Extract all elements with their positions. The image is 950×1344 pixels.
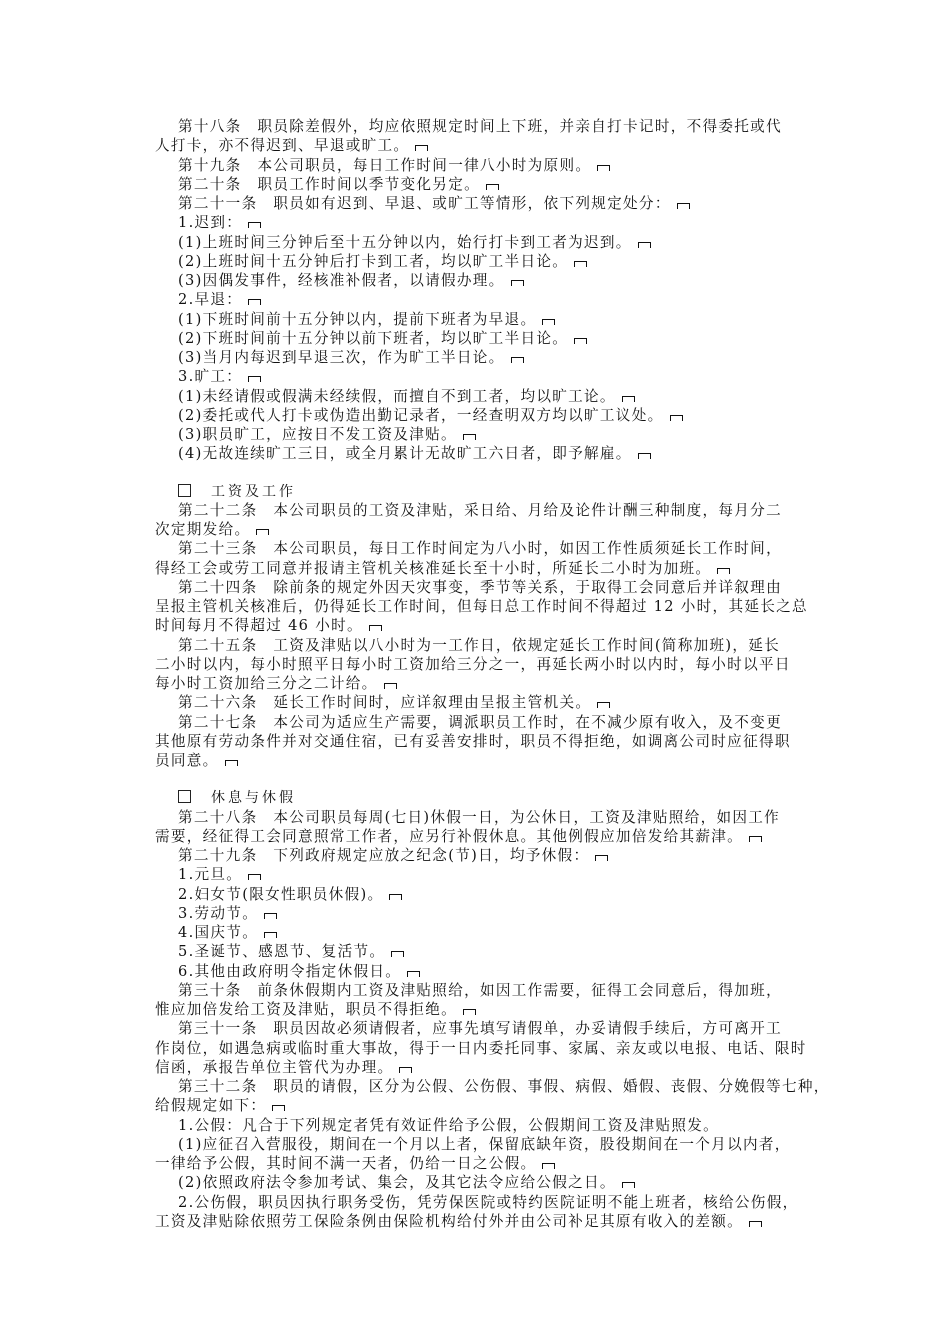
checkbox-square-icon [178, 790, 191, 803]
line-text: 2.公伤假，职员因执行职务受伤，凭劳保医院或特约医院证明不能上班者，核给公伤假， [178, 1193, 799, 1211]
line-text: 时间每月不得超过 46 小时。 [155, 617, 363, 635]
line-text: (1)下班时间前十五分钟以内，提前下班者为早退。 [178, 310, 537, 328]
paragraph-mark-icon [389, 894, 402, 900]
line-text: 第二十条 职员工作时间以季节变化另定。 [178, 175, 480, 193]
paragraph-mark-icon [638, 453, 651, 459]
paragraph-mark-icon [717, 568, 730, 574]
text-line [155, 1000, 815, 1019]
paragraph-mark-icon [542, 1163, 555, 1169]
text-line [155, 1116, 815, 1135]
line-text: 每小时工资加给三分之二计给。 [155, 675, 378, 692]
line-text: 第二十四条 除前条的规定外因天灾事变，季节等关系，于取得工会同意后并详叙理由 [178, 578, 782, 596]
text-line [155, 616, 815, 635]
line-text: 第二十九条 下列政府规定应放之纪念(节)日，均予休假： [178, 847, 590, 864]
text-line [155, 559, 815, 578]
line-text: 2.妇女节(限女性职员休假)。 [178, 885, 384, 903]
paragraph-mark-icon [248, 222, 261, 228]
line-text: 第十九条 本公司职员，每日工作时间一律八小时为原则。 [178, 156, 592, 174]
paragraph-mark-icon [248, 299, 261, 305]
line-text: 第二十七条 本公司为适应生产需要，调派职员工作时，在不减少原有收入，及不变更 [178, 713, 782, 731]
line-text: 1.元旦。 [178, 866, 243, 884]
line-text: 第二十六条 延长工作时间时，应详叙理由呈报主管机关。 [178, 694, 592, 712]
line-text: 作岗位，如遇急病或临时重大事故，得于一日内委托同事、家属、亲友或以电报、电话、限时 [155, 1039, 807, 1057]
line-text: (1)未经请假或假满未经续假，而擅自不到工者，均以旷工论。 [178, 387, 616, 405]
text-line [155, 923, 815, 942]
paragraph-mark-icon [597, 702, 610, 708]
paragraph-mark-icon [272, 1105, 285, 1111]
text-line [155, 1193, 815, 1212]
blank-line [155, 464, 815, 482]
paragraph-mark-icon [264, 913, 277, 919]
line-text: 给假规定如下： [155, 1097, 267, 1115]
line-text: (3)职员旷工，应按日不发工资及津贴。 [178, 426, 457, 443]
line-text: 其他原有劳动条件并对交通住宿，已有妥善安排时，职员不得拒绝，如调离公司时应征得职 [155, 732, 791, 750]
line-text: 第三十二条 职员的请假，区分为公假、公伤假、事假、病假、婚假、丧假、分娩假等七种， [178, 1078, 830, 1095]
line-text: 人打卡，亦不得迟到、早退或旷工。 [155, 137, 410, 155]
paragraph-mark-icon [595, 855, 608, 861]
text-line [155, 290, 815, 309]
paragraph-mark-icon [399, 1067, 412, 1073]
paragraph-mark-icon [248, 874, 261, 880]
paragraph-mark-icon [511, 280, 524, 286]
text-line [155, 348, 815, 367]
paragraph-mark-icon [264, 932, 277, 938]
line-text: 需要，经征得工会同意照常工作者，应另行补假休息。其他例假应加倍发给其薪津。 [155, 827, 744, 845]
line-text: 3.劳动节。 [178, 904, 259, 922]
line-text: 二小时以内，每小时照平日每小时工资加给三分之一，再延长两小时以内时，每小时以平日 [155, 655, 791, 673]
line-text: 呈报主管机关核准后，仍得延长工作时间，但每日总工作时间不得超过 12 小时，其延长之总 [155, 598, 808, 615]
line-text: 信函，承报告单位主管代为办理。 [155, 1058, 394, 1076]
paragraph-mark-icon [463, 434, 476, 440]
text-line [155, 693, 815, 712]
text-line [155, 904, 815, 923]
text-line [155, 808, 815, 827]
paragraph-mark-icon [415, 145, 428, 151]
text-line [155, 597, 815, 616]
line-text: 第十八条 职员除差假外，均应依照规定时间上下班，并亲自打卡记时，不得委托或代 [178, 118, 782, 135]
text-line [155, 387, 815, 406]
line-text: 第二十三条 本公司职员，每日工作时间定为八小时，如因工作性质须延长工作时间， [178, 540, 782, 558]
line-text: 4.国庆节。 [178, 924, 259, 941]
paragraph-mark-icon [622, 1182, 635, 1188]
paragraph-mark-icon [638, 242, 651, 248]
text-line [155, 942, 815, 961]
line-text: 第二十一条 职员如有迟到、早退、或旷工等情形，依下列规定处分： [178, 195, 671, 212]
line-text: 1.公假：凡合于下列规定者凭有效证件给予公假，公假期间工资及津贴照发。 [178, 1116, 720, 1134]
line-text: (4)无故连续旷工三日，或全月累计无故旷工六日者，即予解雇。 [178, 445, 632, 463]
line-text: (1)应征召入营服役，期间在一个月以上者，保留底缺年资，股役期间在一个月以内者， [178, 1135, 791, 1153]
text-line [155, 846, 815, 865]
text-line [155, 1212, 815, 1231]
text-line [155, 1096, 815, 1115]
paragraph-mark-icon [749, 1221, 762, 1227]
paragraph-mark-icon [597, 165, 610, 171]
paragraph-mark-icon [574, 338, 587, 344]
text-line [155, 1173, 815, 1192]
line-text: 一律给予公假，其时间不满一天者，仍给一日之公假。 [155, 1155, 537, 1172]
text-line [155, 1077, 830, 1096]
text-line [155, 981, 815, 1000]
checkbox-square-icon [178, 484, 191, 497]
line-text: 第二十八条 本公司职员每周(七日)休假一日，为公休日，工资及津贴照给，如因工作 [178, 808, 781, 826]
line-text: (2)委托或代人打卡或伪造出勤记录者，一经查明双方均以旷工议处。 [178, 406, 664, 424]
text-line [155, 117, 815, 136]
text-line [155, 1154, 815, 1173]
text-line [155, 865, 815, 884]
paragraph-mark-icon [511, 357, 524, 363]
text-line [155, 732, 815, 751]
text-line [155, 444, 815, 463]
text-line [155, 310, 815, 329]
text-line [155, 213, 815, 232]
section-heading [155, 482, 815, 501]
text-line [155, 175, 815, 194]
line-text: 惟应加倍发给工资及津贴，职员不得拒绝。 [155, 1001, 457, 1018]
line-text: 得经工会或劳工同意并报请主管机关核准延长至十小时，所延长二小时为加班。 [155, 559, 712, 577]
text-line [155, 136, 815, 155]
text-line [155, 962, 815, 981]
text-line [155, 271, 815, 290]
paragraph-mark-icon [622, 396, 635, 402]
paragraph-mark-icon [749, 836, 762, 842]
line-text: 5.圣诞节、感恩节、复活节。 [178, 943, 386, 961]
text-line [155, 1039, 815, 1058]
text-line [155, 156, 815, 175]
text-line [155, 1019, 815, 1038]
line-text: 次定期发给。 [155, 521, 251, 538]
text-line [155, 636, 815, 655]
paragraph-mark-icon [369, 625, 382, 631]
paragraph-mark-icon [384, 683, 397, 689]
paragraph-mark-icon [407, 971, 420, 977]
paragraph-mark-icon [248, 376, 261, 382]
line-text: 2.早退： [178, 291, 243, 309]
text-line [155, 329, 815, 348]
text-line [155, 367, 815, 386]
text-line [155, 751, 815, 770]
text-line [155, 252, 815, 271]
paragraph-mark-icon [225, 760, 238, 766]
paragraph-mark-icon [677, 203, 690, 209]
text-line [155, 1135, 815, 1154]
paragraph-mark-icon [463, 1009, 476, 1015]
line-text: 休息与休假 [211, 790, 296, 807]
blank-line [155, 770, 815, 788]
document-body [155, 117, 830, 1231]
paragraph-mark-icon [391, 951, 404, 957]
text-line [155, 713, 815, 732]
text-line [155, 501, 815, 520]
text-line [155, 425, 815, 444]
text-line [155, 406, 815, 425]
paragraph-mark-icon [486, 184, 499, 190]
line-text: (1)上班时间三分钟后至十五分钟以内，始行打卡到工者为迟到。 [178, 233, 632, 251]
section-heading [155, 788, 815, 807]
line-text: 1.迟到： [178, 214, 243, 232]
line-text: (2)下班时间前十五分钟以前下班者，均以旷工半日论。 [178, 329, 569, 347]
line-text: 员同意。 [155, 752, 219, 769]
line-text: (2)依照政府法令参加考试、集会，及其它法令应给公假之日。 [178, 1174, 616, 1192]
paragraph-mark-icon [542, 319, 555, 325]
paragraph-mark-icon [574, 261, 587, 267]
line-text: 第二十五条 工资及津贴以八小时为一工作日，依规定延长工作时间(简称加班)，延长 [178, 636, 781, 654]
text-line [155, 674, 815, 693]
line-text: 第三十一条 职员因故必须请假者，应事先填写请假单，办妥请假手续后，方可离开工 [178, 1020, 782, 1038]
paragraph-mark-icon [670, 415, 683, 421]
text-line [155, 539, 815, 558]
line-text: 工资及津贴除依照劳工保险条例由保险机构给付外并由公司补足其原有收入的差额。 [155, 1212, 744, 1230]
line-text: 工资及工作 [211, 483, 296, 500]
text-line [155, 885, 815, 904]
line-text: 第二十二条 本公司职员的工资及津贴，采日给、月给及论件计酬三种制度，每月分二 [178, 501, 782, 519]
line-text: (3)因偶发事件，经核准补假者，以请假办理。 [178, 272, 505, 289]
paragraph-mark-icon [256, 529, 269, 535]
text-line [155, 1058, 815, 1077]
line-text: (2)上班时间十五分钟后打卡到工者，均以旷工半日论。 [178, 252, 569, 270]
text-line [155, 578, 815, 597]
line-text: 第三十条 前条休假期内工资及津贴照给，如因工作需要，征得工会同意后，得加班， [178, 981, 782, 999]
text-line [155, 194, 815, 213]
line-text: 3.旷工： [178, 368, 243, 386]
text-line [155, 520, 815, 539]
line-text: (3)当月内每迟到早退三次，作为旷工半日论。 [178, 349, 505, 366]
text-line [155, 827, 815, 846]
text-line [155, 233, 815, 252]
line-text: 6.其他由政府明令指定休假日。 [178, 962, 402, 980]
text-line [155, 655, 815, 674]
